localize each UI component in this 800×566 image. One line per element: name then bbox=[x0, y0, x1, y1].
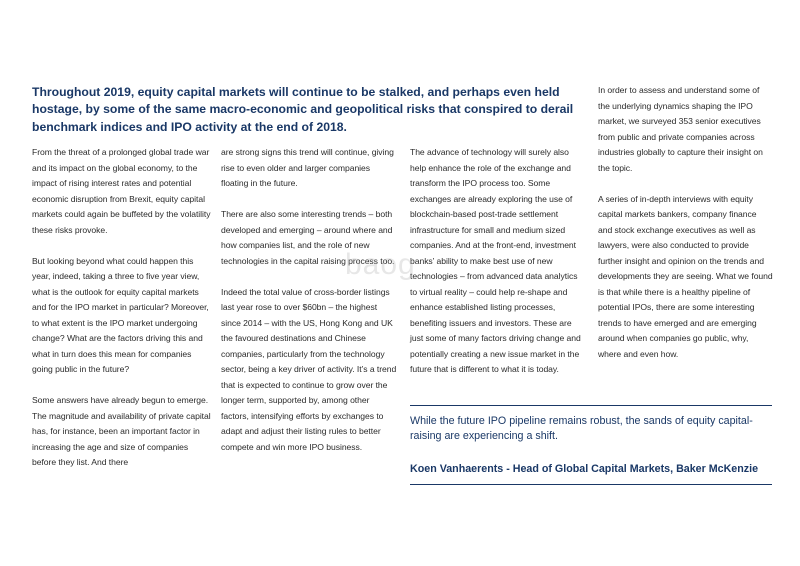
body-paragraph: Indeed the total value of cross-border listings last year rose to over $60bn – the highest since 2014 – with the US, Hong Kong and UK the favoured destinations and Chinese companies, particularly from the technology sector, being a key driver of activity. It’s a trend that is expected to continue to grow over the longer term, supported by, among other factors, intensifying efforts by exchanges to adapt and adjust their listing rules to better compete and win more IPO business. bbox=[221, 286, 397, 452]
quote-text: While the future IPO pipeline remains robust, the sands of equity capital-raising are experiencing a shift. bbox=[410, 415, 753, 442]
body-paragraph: In order to assess and understand some of the underlying dynamics shaping the IPO market, we surveyed 353 senior executives from public and private companies across industries globally to capture their insight on the topic. bbox=[598, 85, 763, 173]
watermark: baog bbox=[345, 248, 416, 281]
lead-paragraph: Throughout 2019, equity capital markets will continue to be stalked, and perhaps even held hostage, by some of the same macro-economic and geopolitical risks that conspired to derail benchmark indices and IPO activity at the end of 2018. bbox=[32, 85, 574, 134]
pull-quote bbox=[410, 405, 772, 485]
body-paragraph: A series of in-depth interviews with equity capital markets bankers, company finance and stock exchange executives as well as lawyers, were also conducted to provide further insight and opinion on the trends and developments they are seeing. What we found is that while there is a healthy pipeline of potential IPOs, there are some interesting trends to have emerged and are emerging around when companies go public, why, where and even how. bbox=[598, 193, 773, 359]
body-paragraph: Some answers have already begun to emerge. The magnitude and availability of private capital has, for instance, been an important factor in increasing the age and size of companies before they list. And there bbox=[32, 395, 211, 467]
body-paragraph: are strong signs this trend will continue, giving rise to even older and larger companies floating in the future. bbox=[221, 147, 394, 188]
text-column-2 bbox=[221, 145, 397, 471]
text-column-3 bbox=[410, 145, 586, 393]
body-paragraph: There are also some interesting trends – both developed and emerging – around where and how companies list, and the role of new technologies in the capital raising process too. bbox=[221, 209, 395, 266]
body-paragraph: From the threat of a prolonged global trade war and its impact on the global economy, to the impact of rising interest rates and potential economic disruption from Brexit, equity capital markets could again be buffeted by the volatility these risks provoke. bbox=[32, 147, 211, 235]
text-column-4 bbox=[598, 83, 773, 378]
quote-attribution: Koen Vanhaerents - Head of Global Capital Markets, Baker McKenzie bbox=[410, 463, 759, 475]
body-paragraph: The advance of technology will surely also help enhance the role of the exchange and transform the IPO process too. Some exchanges are already exploring the use of blockchain-based post-trade settlement infrastructure for small and medium sized companies. And at the front-end, investment banks’ ability to make best use of new technologies – from advanced data analytics to virtual reality – could help re-shape and enhance established listing processes, benefiting issuers and investors. These are just some of many factors driving change and potentially creating a new issue market in the future that is different to what it is today. bbox=[410, 147, 581, 374]
body-paragraph: But looking beyond what could happen this year, indeed, taking a three to five year view, what is the outlook for equity capital markets and for the IPO market in particular? Moreover, to what extent is the IPO market undergoing change? What are the factors driving this and what in turn does this mean for companies going public in the future? bbox=[32, 255, 209, 374]
text-column-1 bbox=[32, 145, 212, 486]
